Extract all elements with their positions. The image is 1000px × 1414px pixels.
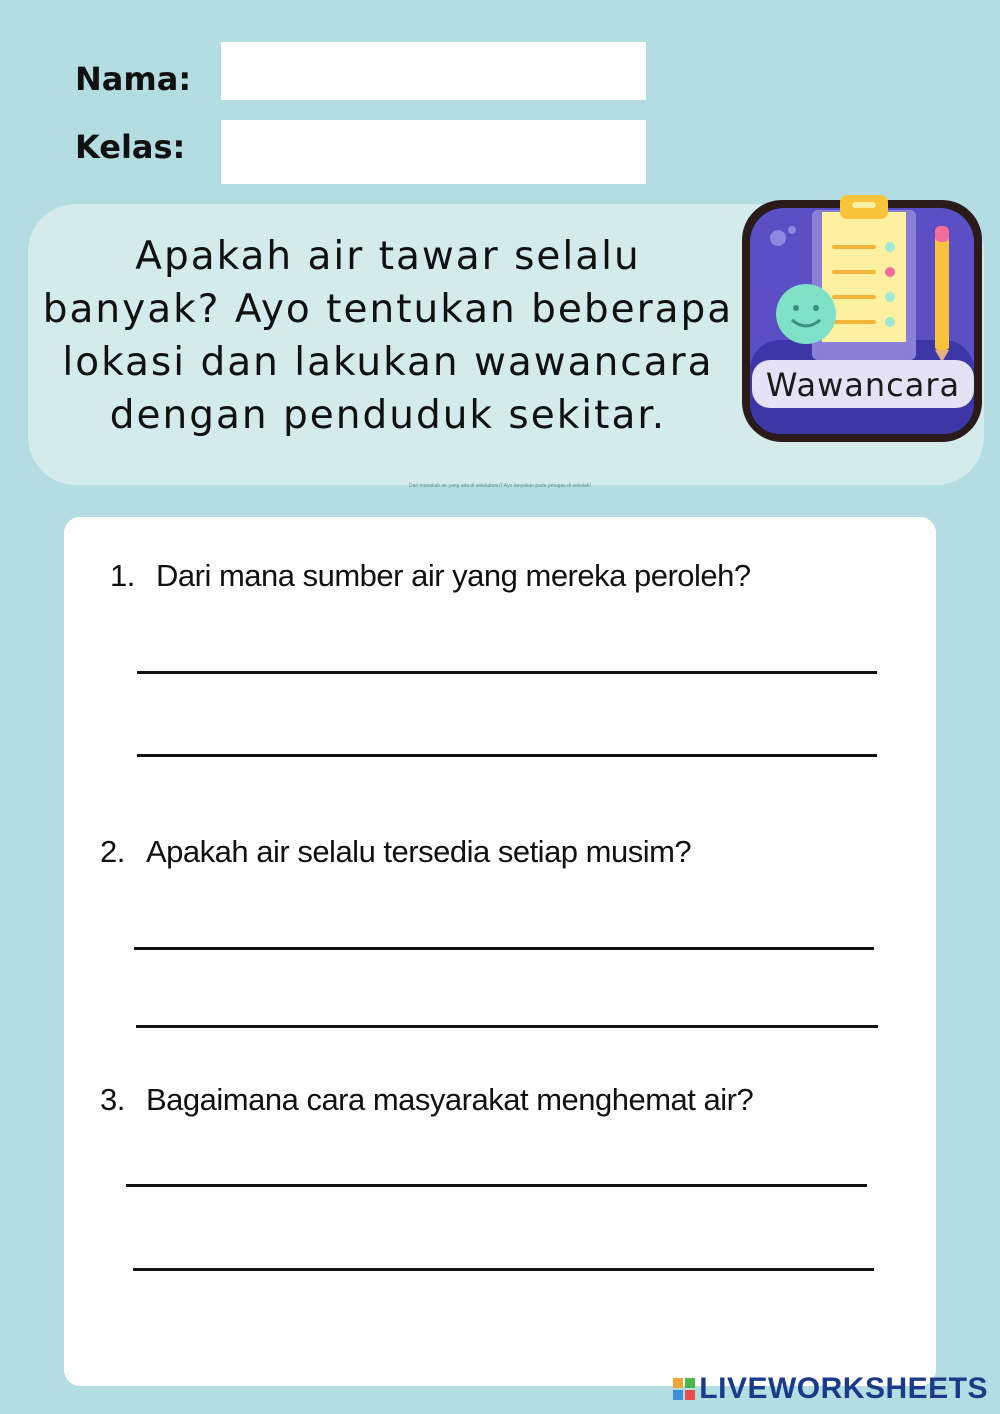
intro-text <box>38 230 738 442</box>
class-field[interactable] <box>221 120 646 184</box>
question-3 <box>100 1082 753 1118</box>
intro-line: dengan penduduk sekitar. <box>109 393 667 438</box>
brand-text: LIVEWORKSHEETS <box>699 1372 988 1405</box>
question-text: Apakah air selalu tersedia setiap musim? <box>146 834 692 869</box>
class-label: Kelas: <box>75 128 186 166</box>
answer-line[interactable] <box>134 947 874 950</box>
question-text: Bagaimana cara masyarakat menghemat air? <box>146 1082 754 1117</box>
question-text: Dari mana sumber air yang mereka peroleh? <box>156 558 751 593</box>
intro-line: Apakah air tawar selalu <box>135 234 641 279</box>
intro-line: lokasi dan lakukan wawancara <box>62 340 714 385</box>
name-label: Nama: <box>75 60 192 98</box>
question-number: 1. <box>110 558 135 593</box>
answer-line[interactable] <box>136 1025 878 1028</box>
liveworksheets-brand[interactable] <box>673 1372 988 1406</box>
question-number: 3. <box>100 1082 125 1117</box>
answer-line[interactable] <box>133 1268 874 1271</box>
badge-label: Wawancara <box>765 366 961 404</box>
answer-line[interactable] <box>137 754 877 757</box>
question-2 <box>100 834 691 870</box>
name-field[interactable] <box>221 42 646 100</box>
answer-line[interactable] <box>137 671 877 674</box>
answer-line[interactable] <box>126 1184 867 1187</box>
interview-clipboard-icon <box>740 190 986 446</box>
intro-line: banyak? Ayo tentukan beberapa <box>42 287 734 332</box>
hint-note: Dari manakah air yang ada di sekolahmu? Ayo tanyakan pada petugas di sekolah! <box>409 483 591 489</box>
question-1 <box>110 558 751 594</box>
liveworksheets-logo-icon <box>673 1378 695 1400</box>
question-card <box>64 517 936 1386</box>
question-number: 2. <box>100 834 125 869</box>
